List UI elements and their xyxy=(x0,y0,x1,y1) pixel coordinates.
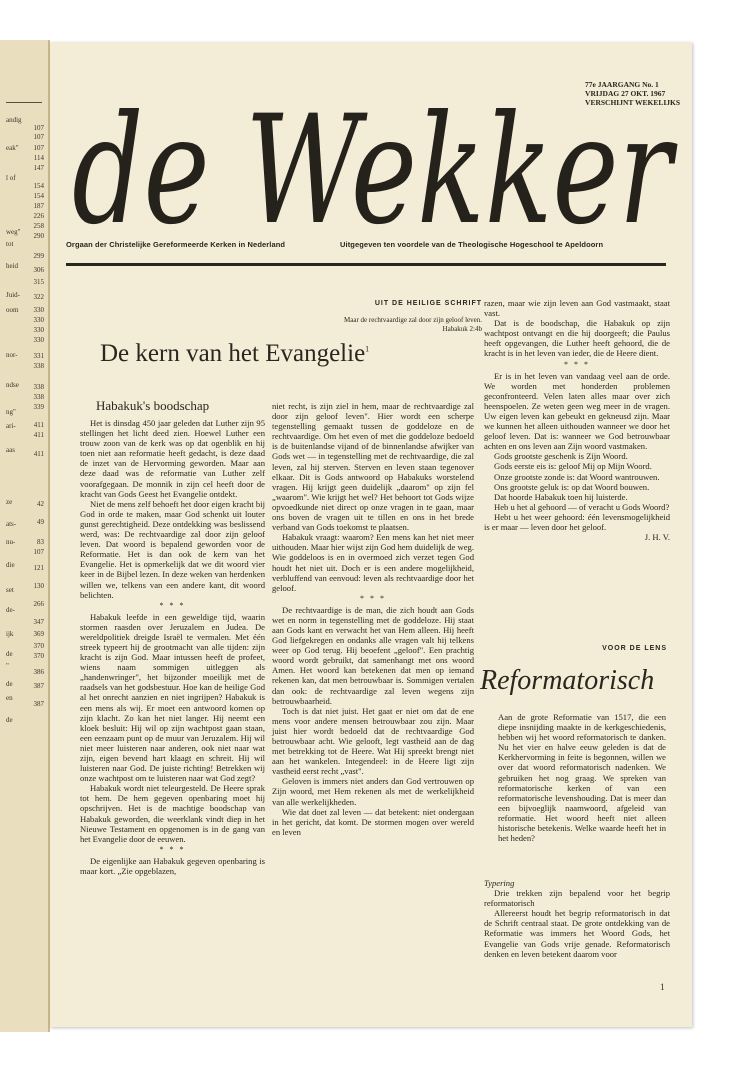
adjacent-page-edge xyxy=(0,40,50,1032)
index-number: 322 xyxy=(33,293,44,301)
masthead-subtitle-left: Orgaan der Christelijke Gereformeerde Kerken in Nederland xyxy=(66,240,286,249)
index-number: 369 xyxy=(33,630,44,638)
paragraph: Gods grootste geschenk is Zijn Woord. xyxy=(494,451,628,462)
index-number: 347 xyxy=(33,618,44,626)
index-word: l of xyxy=(6,174,16,182)
index-number: 147 xyxy=(33,164,44,172)
paragraph: De rechtvaardige is de man, die zich houdt aan Gods wet en norm in tegenstelling met de goddeloze. Hij staat aan Gods kant en verwacht het van Hem alleen. Hij heeft God liefgekregen en ondanks alle vragen valt hij telkens weer op God terug. Hij beoefent „geloof". Een prachtig woord wordt gebruikt, dat samenhangt met ons woord Amen. Het woord kan betekenen dat men op iemand rekenen kan, dat men betrouwbaar is. Sommigen vertalen dan ook: de rechtvaardige zal leven wegens zijn betrouwbaarheid. xyxy=(272,604,474,706)
index-word: weg" xyxy=(6,228,21,236)
article-column-3 xyxy=(484,298,670,542)
section-separator: * * * xyxy=(564,359,590,369)
section-separator: * * * xyxy=(159,600,186,610)
article2-body xyxy=(484,878,670,959)
masthead-subtitle-right: Uitgegeven ten voordele van de Theologische Hogeschool te Apeldoorn xyxy=(340,240,604,249)
paragraph: Gods eerste eis is: geloof Mij op Mijn Woord. xyxy=(494,461,652,472)
index-number: 42 xyxy=(37,500,44,508)
article-column-2 xyxy=(272,401,474,837)
index-number: 330 xyxy=(33,306,44,314)
paragraph: niet recht, is zijn ziel in hem, maar de rechtvaardige zal door zijn geloof leven". Hier wordt een scherpe tegenstelling gemaakt tussen de goddeloze en de rechtvaardige. Om het even of met die goddeloze bedoeld is de buitenlandse vijand of de binnenlandse afwijker van Gods wet — in tegenstelling met de rechtvaardige, die zal leven, zal hij sterven. Sterven en leven staan tegenover elkaar. Dit is Gods antwoord op Habakuks worstelend vragen. Hij krijgt geen duidelijk „daarom" op zijn fel „waarom". Wie krijgt het wel? Het behoort tot Gods wijze opvoedkunde niet direct op onze vragen in te gaan, maar ons boven de vragen uit te tillen en ons in het brede verband van Gods toekomst te plaatsen. xyxy=(272,401,474,533)
paragraph: De eigenlijke aan Habakuk gegeven openbaring is maar kort. „Zie opgeblazen, xyxy=(80,855,265,876)
index-number: 370 xyxy=(33,642,44,650)
index-word: ndse xyxy=(6,381,19,389)
epigraph xyxy=(268,316,482,333)
index-number: 411 xyxy=(33,421,44,429)
index-word: oom xyxy=(6,306,19,314)
paragraph: Onze grootste zonde is: dat Woord wantrouwen. xyxy=(494,471,660,482)
index-number: 121 xyxy=(33,564,44,572)
index-number: 107 xyxy=(33,133,44,141)
index-word: aas xyxy=(6,446,15,454)
index-number: 306 xyxy=(33,266,44,274)
index-word: die xyxy=(6,561,15,569)
paragraph: Niet de mens zelf behoeft het door eigen kracht bij God in orde te maken, maar God schenkt uit louter gunst gerechtigheid. Deze ontdekking was beslissend werd, was: De rechtvaardige zal door zijn geloof leven. Dat woord is bepalend geworden voor de Reformatie. Het is dan ook de kern van het Evangelie. Het is opmerkelijk dat we dit woord vier keer in de Bijbel lezen. In deze weken van herdenken willen we, telkens van een andere kant, dit woord belichten. xyxy=(80,498,265,600)
index-number: 331 xyxy=(33,352,44,360)
index-number: 339 xyxy=(33,403,44,411)
article2-headline: Reformatorisch xyxy=(480,665,655,696)
index-word: ijk xyxy=(6,630,14,638)
index-word: de xyxy=(6,716,13,724)
page-number: 1 xyxy=(660,982,665,992)
paragraph: Habakuk wordt niet teleurgesteld. De Heere sprak tot hem. De hem gegeven openbaring moet hij opschrijven. Het is de machtige boodschap van Habakuk geworden, die weerklank vindt diep in het Nieuwe Testament en opgenomen is in de gang van het Evangelie door de eeuwen. xyxy=(80,783,265,844)
index-number: 83 xyxy=(37,538,44,546)
index-number: 387 xyxy=(33,682,44,690)
index-word: " xyxy=(6,662,9,670)
index-number: 330 xyxy=(33,316,44,324)
index-number: 266 xyxy=(33,600,44,608)
article2-intro xyxy=(498,712,666,843)
paragraph: Drie trekken zijn bepalend voor het begrip reformatorisch xyxy=(484,888,670,909)
index-word: set xyxy=(6,586,14,594)
article-headline xyxy=(100,340,500,368)
paragraph: razen, maar wie zijn leven aan God vastmaakt, staat vast. xyxy=(484,298,670,319)
index-number: 370 xyxy=(33,652,44,660)
index-word: ats- xyxy=(6,520,17,528)
index-number: 338 xyxy=(33,383,44,391)
article-category: UIT DE HEILIGE SCHRIFT xyxy=(374,300,482,307)
issue-date: VRIJDAG 27 OKT. 1967 xyxy=(585,89,666,98)
index-number: 107 xyxy=(33,548,44,556)
index-number: 107 xyxy=(33,144,44,152)
section-separator: * * * xyxy=(159,844,186,854)
index-number: 338 xyxy=(33,393,44,401)
paragraph: Aan de grote Reformatie van 1517, die een diepe insnijding maakte in de kerkgeschiedenis, hebben wij het woord reformatorisch te danken. Nu het vier en halve eeuw geleden is dat de Kerkhervorming in feite is begonnen, willen we over dat woord reformatorisch nadenken. We gebruiken het nog graag. We spreken van reformatorische kerken of van een reformatorische levenshouding. Dat is meer dan een bijvoeglijk naamwoord, afgeleid van reformatie. Het woord heeft niet alleen historische betekenis. Welke waarde heeft het in het heden? xyxy=(498,712,666,844)
paragraph: Dat hoorde Habakuk toen hij luisterde. xyxy=(494,491,628,502)
index-word: heid xyxy=(6,262,19,270)
headline-text: De kern van het Evangelie xyxy=(100,340,366,367)
paragraph: Geloven is immers niet anders dan God vertrouwen op Zijn woord, met Hem rekenen als met de werkelijkheid van alle werkelijkheden. xyxy=(272,776,474,807)
section-separator: * * * xyxy=(360,593,386,603)
paragraph: Wie dat doet zal leven — dat betekent: niet ondergaan in het gericht, dat komt. De stormen mogen over wereld en leven xyxy=(272,806,474,837)
paragraph: Ons grootste geluk is: op dat Woord bouwen. xyxy=(494,481,650,492)
index-word: ari- xyxy=(6,422,16,430)
index-number: 330 xyxy=(33,336,44,344)
index-word: andig xyxy=(6,116,22,124)
paragraph: Heb u het al gehoord — of veracht u Gods Woord? xyxy=(494,501,670,512)
paragraph: Hebt u het weer gehoord: één levensmogelijkheid is er maar — leven door het geloof. xyxy=(484,511,670,532)
index-number: 315 xyxy=(33,278,44,286)
index-number: 330 xyxy=(33,326,44,334)
index-number: 154 xyxy=(33,182,44,190)
index-number: 130 xyxy=(33,582,44,590)
index-number: 258 xyxy=(33,222,44,230)
index-number: 299 xyxy=(33,252,44,260)
index-word: de- xyxy=(6,606,15,614)
index-number: 226 xyxy=(33,212,44,220)
article-column-1 xyxy=(80,418,265,876)
index-word: nor- xyxy=(6,351,18,359)
index-number: 49 xyxy=(37,518,44,526)
index-number: 107 xyxy=(33,124,44,132)
index-word: eak" xyxy=(6,144,19,152)
index-number: 187 xyxy=(33,202,44,210)
index-word: en xyxy=(6,694,13,702)
subheading: Typering xyxy=(484,878,515,888)
index-word: ng" xyxy=(6,408,16,416)
index-number: 386 xyxy=(33,668,44,676)
paragraph: Er is in het leven van vandaag veel aan de orde. We worden met honderden problemen geconfronteerd. Velen laten alles maar over zich heenspoelen. Ze weten geen weg meer in de vragen. Uw eigen leven kan gebeukt en gekneusd zijn. Maar we kunnen het alleen uithouden wanneer we door het geloof leven. Dat is: wanneer we God betrouwbaar achten en ons leven aan Zijn woord vastmaken. xyxy=(484,370,670,452)
index-word: nu- xyxy=(6,538,16,546)
index-word: ze xyxy=(6,498,13,506)
paragraph: Habakuk vraagt: waarom? Een mens kan het niet meer uithouden. Maar hier wijst zijn God hem duidelijk de weg. Wie goddeloos is en in overmoed zich verzet tegen God houdt het niet uit. Doch er is een andere mogelijkheid, verbluffend van eenvoud: leven als rechtvaardige door het geloof. xyxy=(272,532,474,593)
masthead-rule xyxy=(66,263,666,266)
index-word: tot xyxy=(6,240,14,248)
masthead-title-text: de Wekker xyxy=(72,84,679,242)
footnote-mark: 1 xyxy=(365,344,370,354)
index-word: de xyxy=(6,680,13,688)
masthead-title xyxy=(72,72,692,242)
epigraph-reference: Habakuk 2:4b xyxy=(442,324,482,333)
author-signature: J. H. V. xyxy=(644,532,670,543)
paragraph: Allereerst houdt het begrip reformatorisch in dat de Schrift centraal staat. De grote ontdekking van de Reformatie was immers het Woord Gods, het Evangelie van Gods vrije genade. Reformatorisch denken en leven betekent daarom voor xyxy=(484,908,670,959)
epigraph-text: Maar de rechtvaardige zal door zijn geloof leven. xyxy=(344,316,482,324)
paragraph: Habakuk leefde in een geweldige tijd, waarin stormen raasden over Jeruzalem en Judea. De wereldpolitiek dreigde Israël te vermalen. Met één streek typeert hij de grootmacht van alle tijden: zijn kracht is zijn God. Maar intussen heeft de profeet, wiens naam sommigen uitleggen als „handenwringer", het bijzonder moeilijk met de raadsels van het godsbestuur. Hoe kan de heilige God al het onrecht aanzien en niet ingrijpen? Habakuk is een mens als wij. Er moet een antwoord komen op zijn klacht. Zo kan het niet langer. Hij neemt een kloek besluit: Hij wil op zijn wachtpost gaan staan, een eenzaam punt op de muur van Jeruzalem. Hij wil niet meer luisteren naar anderen, ook niet naar wat zijn, eigen bevend hart klaagt en schreit. Hij wil luisteren naar God. De juiste richting! Betrekken wij onze wachtpost om te luisteren naar wat God zegt? xyxy=(80,611,265,784)
article2-category: VOOR DE LENS xyxy=(602,645,667,652)
paragraph: Toch is dat niet juist. Het gaat er niet om dat de ene mens voor andere mensen betrouwbaar zou zijn. Maar juist hier wordt bedoeld dat de rechtvaardige God betrouwbaar acht. Wie gelooft, legt vastheid aan de dag met betrekking tot de Heere. Wat Hij spreekt brengt niet aan het wankelen. Integendeel: in de Heere ligt zijn vastheid eerst recht „vast". xyxy=(272,705,474,777)
index-word: Juid- xyxy=(6,291,20,299)
index-number: 338 xyxy=(33,362,44,370)
index-number: 387 xyxy=(33,700,44,708)
index-number: 114 xyxy=(33,154,44,162)
index-number: 411 xyxy=(33,431,44,439)
paragraph: Het is dinsdag 450 jaar geleden dat Luther zijn 95 stellingen het licht deed zien. Hoewel Luther een trouw zoon van de kerk was op dat ogenblik en hij toen niet aan reformatie heeft gedacht, is deze daad de inzet van de Hervorming geworden. Maar aan deze daad was de reformatie van Luther zelf voorafgegaan. De monnik in zijn cel heeft door de kracht van Gods Geest het Evangelie ontdekt. xyxy=(80,418,265,499)
index-number: 154 xyxy=(33,192,44,200)
section-heading: Habakuk's boodschap xyxy=(96,398,210,413)
index-rule xyxy=(6,102,42,103)
index-number: 290 xyxy=(33,232,44,240)
issue-frequency: VERSCHIJNT WEKELIJKS xyxy=(585,98,680,107)
paragraph: Dat is de boodschap, die Habakuk op zijn wachtpost ontvangt en die hij doorgeeft; die Paulus heeft opgevangen, die Luther heeft gehoord, die de kracht is in het leven van ieder, die de Heere dient. xyxy=(484,318,670,359)
index-number: 411 xyxy=(33,450,44,458)
issue-volume: 77e JAARGANG No. 1 xyxy=(585,80,659,89)
index-word: de xyxy=(6,650,13,658)
